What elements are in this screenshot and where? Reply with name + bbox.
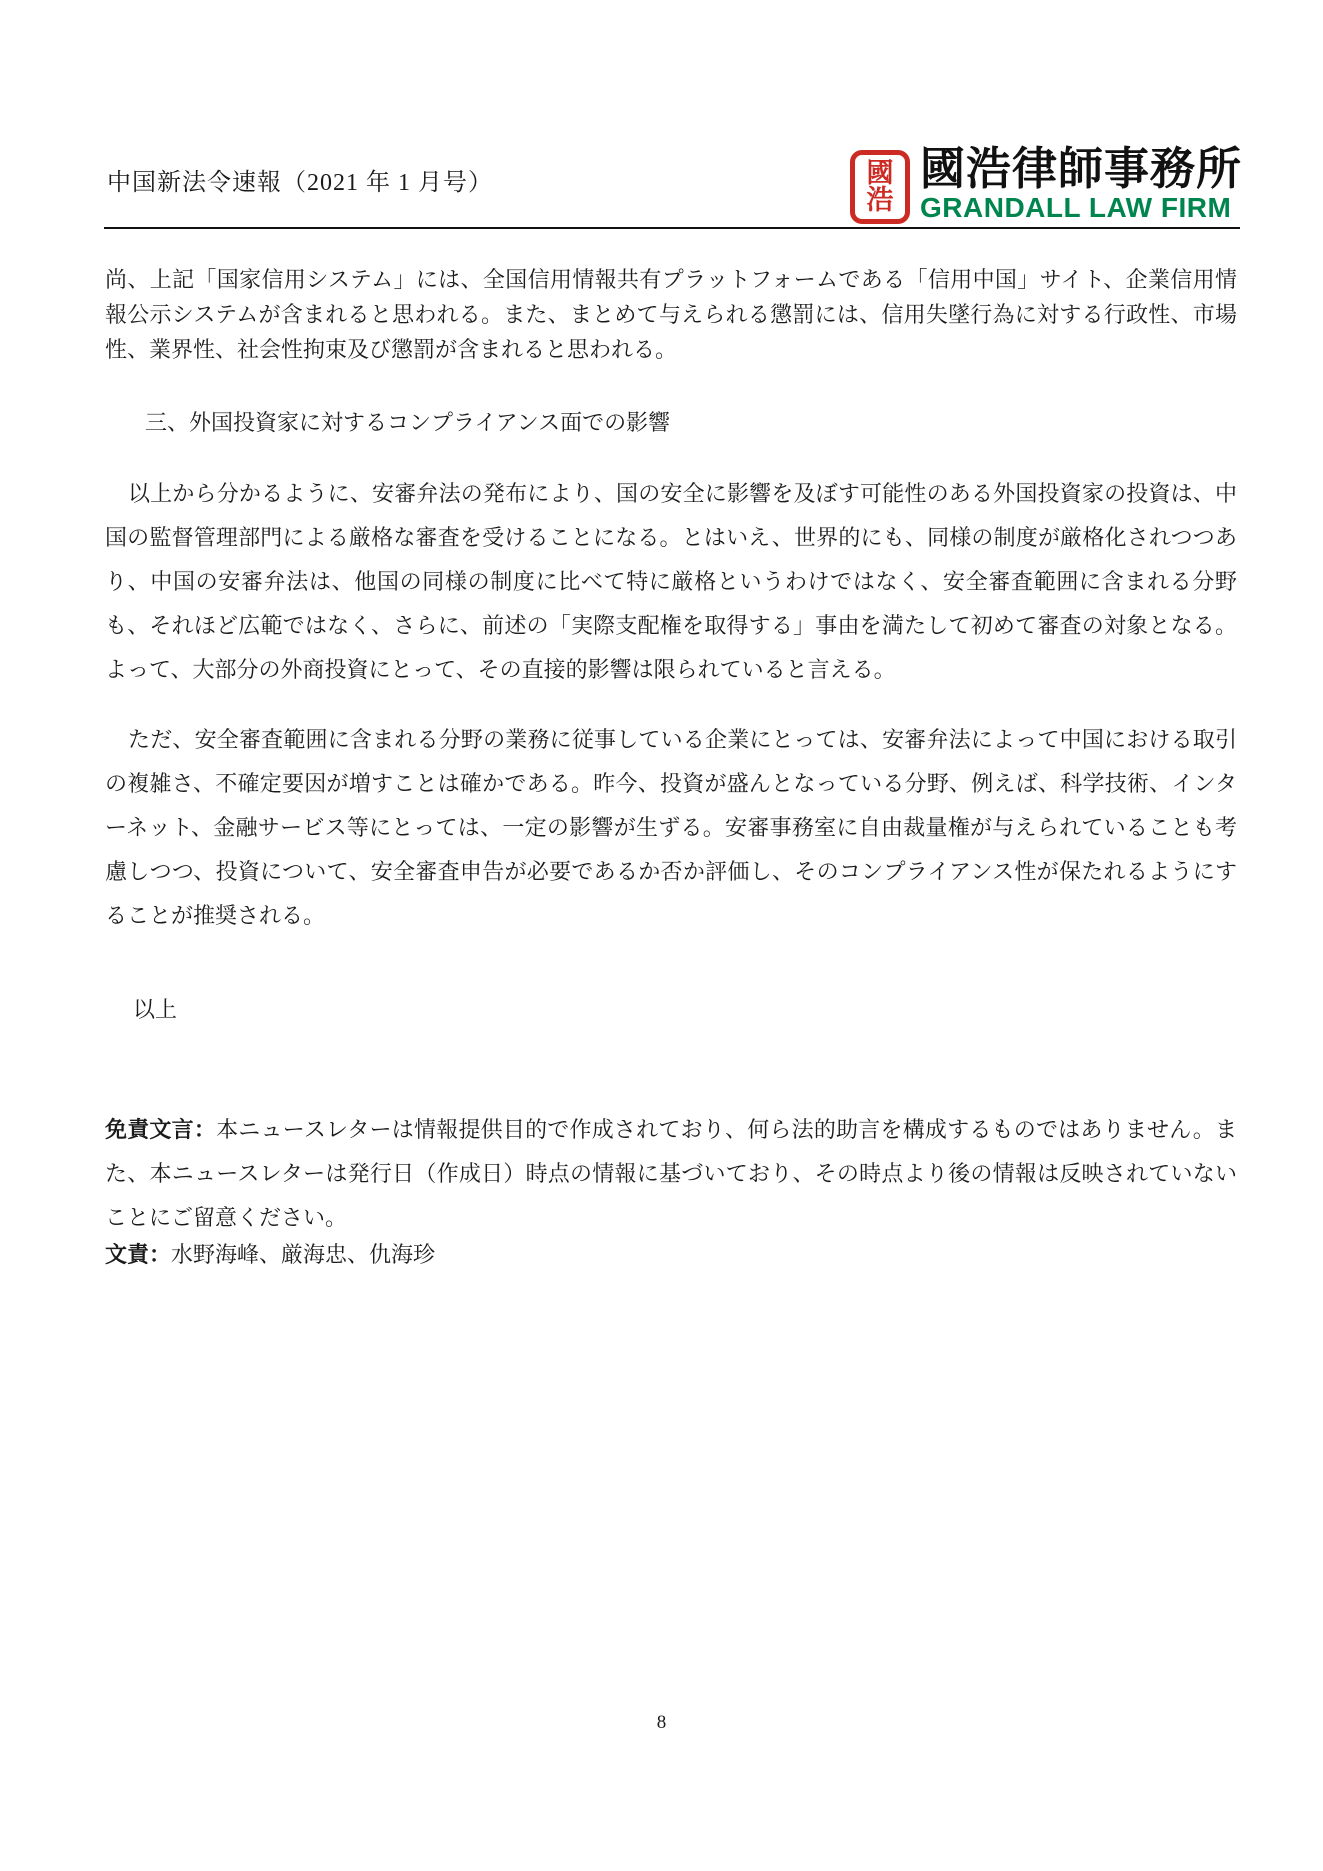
page-title: 中国新法令速報（2021 年 1 月号） — [107, 170, 493, 196]
paragraph-security-review: 以上から分かるように、安審弁法の発布により、国の安全に影響を及ぼす可能性のある外国投資家の投資は、中国の監督管理部門による厳格な審査を受けることになる。とはいえ、世界的にも、同様の制度が厳格化されつつあり、中国の安審弁法は、他国の同様の制度に比べて特に厳格というわけではなく、安全審査範囲に含まれる分野も、それほど広範ではなく、さらに、前述の「実際支配権を取得する」事由を満たして初めて審査の対象となる。よって、大部分の外商投資にとって、その直接的影響は限られていると言える。 — [105, 481, 1237, 682]
paragraph-credit-system: 尚、上記「国家信用システム」には、全国信用情報共有プラットフォームである「信用中国」サイト、企業信用情報公示システムが含まれると思われる。また、まとめて与えられる懲罰には、信用失墜行為に対する行政性、市場性、業界性、社会性拘束及び懲罰が含まれると思われる。 — [105, 267, 1237, 362]
author-line — [105, 1240, 1237, 1270]
author-names: 水野海峰、厳海忠、仇海珍 — [171, 1242, 436, 1267]
section-heading-compliance: 三、外国投資家に対するコンプライアンス面での影響 — [145, 410, 671, 435]
disclaimer — [105, 1108, 1237, 1240]
grandall-seal-icon — [850, 150, 910, 224]
closing-statement: 以上 — [133, 997, 178, 1022]
disclaimer-text: 本ニュースレターは情報提供目的で作成されており、何ら法的助言を構成するものではありません。また、本ニュースレターは発行日（作成日）時点の情報に基づいており、その時点より後の情報は反映されていないことにご留意ください。 — [105, 1117, 1237, 1230]
disclaimer-label: 免責文言： — [105, 1117, 217, 1142]
header-divider — [104, 227, 1240, 229]
seal-char-bottom: 浩 — [866, 185, 894, 215]
seal-char-top: 國 — [866, 158, 894, 188]
brand-text — [920, 145, 1242, 222]
brand-name-en: GRANDALL LAW FIRM — [920, 192, 1232, 224]
brand-logo — [850, 112, 1242, 224]
paragraph-impact: ただ、安全審査範囲に含まれる分野の業務に従事している企業にとっては、安審弁法によって中国における取引の複雑さ、不確定要因が増すことは確かである。昨今、投資が盛んとなっている分野、例えば、科学技術、インターネット、金融サービス等にとっては、一定の影響が生ずる。安審事務室に自由裁量権が与えられていることも考慮しつつ、投資について、安全審査申告が必要であるか否か評価し、そのコンプライアンス性が保たれるようにすることが推奨される。 — [105, 727, 1237, 928]
author-label: 文責： — [105, 1242, 172, 1267]
brand-name-cn: 國浩律師事務所 — [920, 143, 1243, 194]
page-number: 8 — [656, 1712, 667, 1733]
